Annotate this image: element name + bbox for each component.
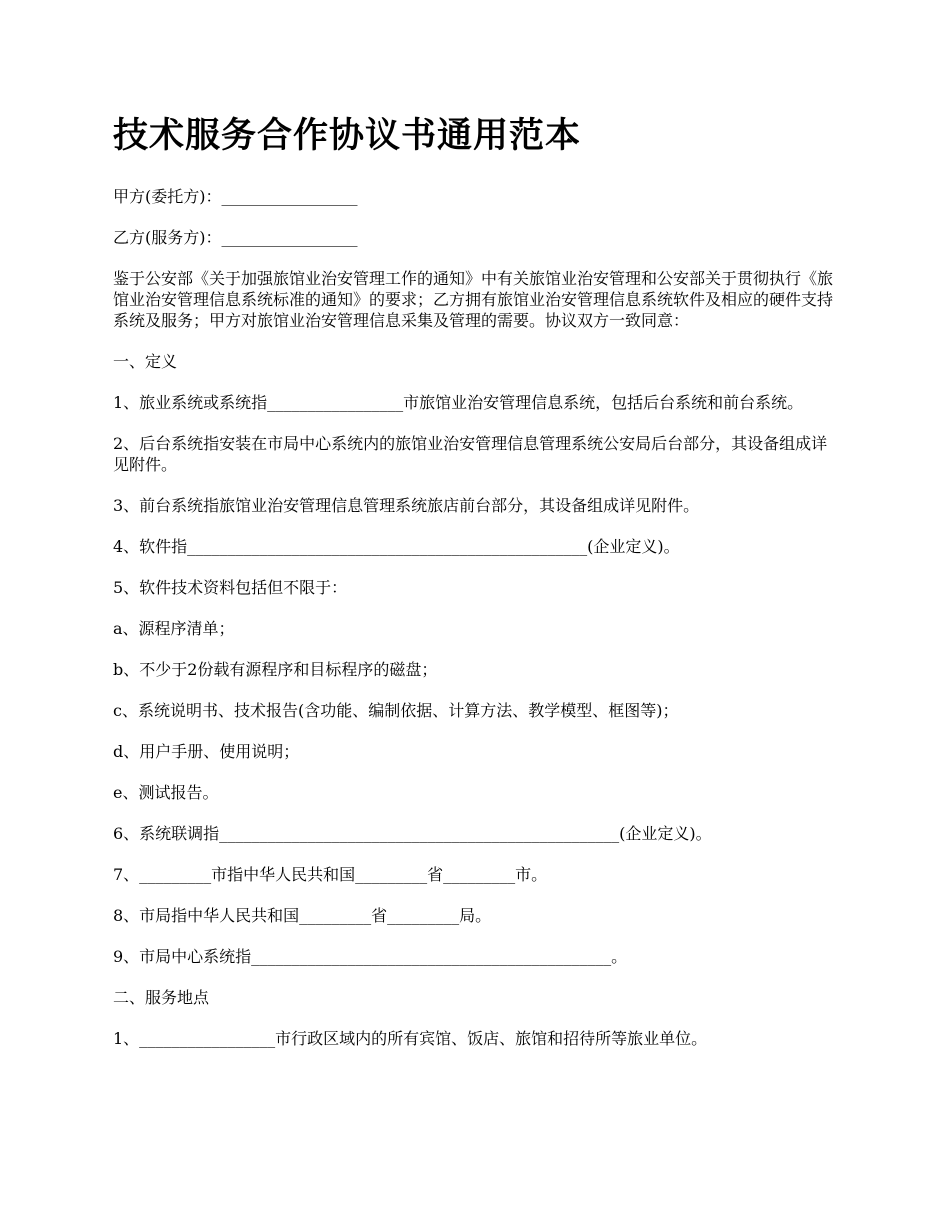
section-heading-service-location: 二、服务地点 — [113, 988, 210, 1007]
clause-9: 9、市局中心系统指_____________________________________________。 — [113, 947, 628, 966]
party-a-line: 甲方(委托方)：_________________ — [113, 187, 358, 206]
clause-5a: a、源程序清单； — [113, 619, 235, 638]
document-body — [113, 186, 840, 1049]
party-b-line: 乙方(服务方)：_________________ — [113, 228, 358, 247]
clause-6: 6、系统联调指__________________________________________________(企业定义)。 — [113, 824, 712, 843]
clause-5: 5、软件技术资料包括但不限于： — [113, 578, 348, 597]
preamble-paragraph: 鉴于公安部《关于加强旅馆业治安管理工作的通知》中有关旅馆业治安管理和公安部关于贯彻执行《旅馆业治安管理信息系统标准的通知》的要求；乙方拥有旅馆业治安管理信息系统软件及相应的硬件支持系统及服务；甲方对旅馆业治安管理信息采集及管理的需要。协议双方一致同意： — [113, 269, 834, 330]
clause-5e: e、测试报告。 — [113, 783, 219, 802]
clause-2: 2、后台系统指安装在市局中心系统内的旅馆业治安管理信息管理系统公安局后台部分，其设备组成详见附件。 — [113, 434, 828, 474]
clause-4: 4、软件指__________________________________________________(企业定义)。 — [113, 537, 680, 556]
document-title: 技术服务合作协议书通用范本 — [113, 115, 582, 156]
clause-5b: b、不少于2份载有源程序和目标程序的磁盘； — [113, 660, 438, 679]
service-location-clause-1: 1、_________________市行政区域内的所有宾馆、饭店、旅馆和招待所等旅业单位。 — [113, 1029, 708, 1048]
clause-5c: c、系统说明书、技术报告(含功能、编制依据、计算方法、教学模型、框图等)； — [113, 701, 679, 720]
section-heading-definitions: 一、定义 — [113, 352, 178, 371]
clause-1: 1、旅业系统或系统指_________________市旅馆业治安管理信息系统，包括后台系统和前台系统。 — [113, 393, 804, 412]
clause-3: 3、前台系统指旅馆业治安管理信息管理系统旅店前台部分，其设备组成详见附件。 — [113, 496, 700, 515]
clause-5d: d、用户手册、使用说明； — [113, 742, 300, 761]
clause-8: 8、市局指中华人民共和国_________省_________局。 — [113, 906, 492, 925]
clause-7: 7、_________市指中华人民共和国_________省_________市。 — [113, 865, 548, 884]
